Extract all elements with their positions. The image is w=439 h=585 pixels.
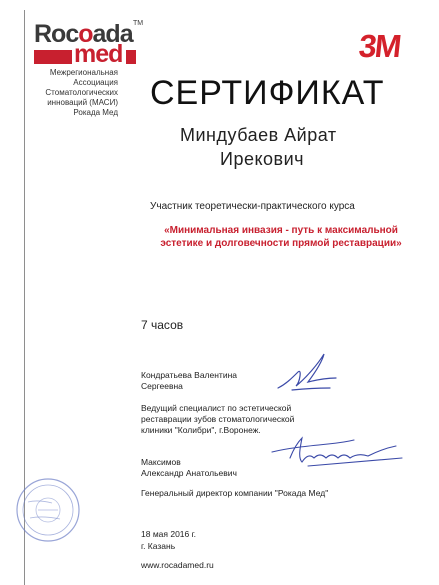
signer1-signature bbox=[272, 348, 342, 398]
signer1-role-line: клиники "Колибри", г.Воронеж. bbox=[141, 425, 261, 435]
issue-place: г. Казань bbox=[141, 541, 176, 551]
signer2-role bbox=[141, 488, 328, 499]
signer2-name-line: Максимов bbox=[141, 457, 181, 467]
3m-logo: 3M bbox=[356, 28, 401, 64]
signer2-role-line: Генеральный директор компании "Рокада Мед" bbox=[141, 488, 329, 498]
certificate-title: СЕРТИФИКАТ bbox=[150, 74, 385, 112]
rocadamed-logo bbox=[34, 20, 144, 68]
participant-text: Участник теоретически-практического курса bbox=[150, 201, 355, 212]
org-line: Ассоциация bbox=[73, 78, 118, 87]
course-hours: 7 часов bbox=[141, 318, 184, 332]
org-line: инноваций (МАСИ) bbox=[47, 98, 118, 107]
org-line: Рокада Мед bbox=[73, 108, 118, 117]
signer2-signature bbox=[268, 428, 408, 478]
logo-roc-o: o bbox=[78, 20, 93, 48]
logo-red-bar bbox=[34, 50, 72, 64]
round-seal-stamp bbox=[14, 476, 82, 544]
signer1-name-line: Сергеевна bbox=[141, 381, 183, 391]
signer1-role-line: реставрации зубов стоматологической bbox=[141, 414, 295, 424]
logo-roc-prefix: Roc bbox=[34, 20, 79, 48]
org-line: Межрегиональная bbox=[49, 68, 118, 77]
website-url: www.rocadamed.ru bbox=[141, 560, 214, 570]
logo-roc-suffix: ada bbox=[92, 20, 133, 48]
issue-date-place bbox=[141, 528, 196, 552]
signer1-name-line: Кондратьева Валентина bbox=[141, 370, 237, 380]
recipient-name-line2: Ирекович bbox=[220, 149, 305, 169]
course-title-line: эстетике и долговечности прямой реставрации» bbox=[160, 238, 402, 249]
course-title bbox=[146, 224, 416, 250]
logo-trademark: TM bbox=[133, 20, 144, 27]
logo-med-text: med bbox=[74, 40, 123, 68]
issue-date: 18 мая 2016 г. bbox=[141, 529, 197, 539]
signer1-role-line: Ведущий специалист по эстетической bbox=[141, 403, 292, 413]
org-line: Стоматологических bbox=[45, 88, 118, 97]
course-title-line: «Минимальная инвазия - путь к максимальной bbox=[164, 225, 398, 236]
signer2-name-line: Александр Анатольевич bbox=[141, 468, 237, 478]
logo-red-bar-right bbox=[126, 50, 136, 64]
signer1-name bbox=[141, 370, 237, 392]
signer2-name bbox=[141, 457, 237, 479]
recipient-name-line1: Миндубаев Айрат bbox=[180, 125, 337, 145]
